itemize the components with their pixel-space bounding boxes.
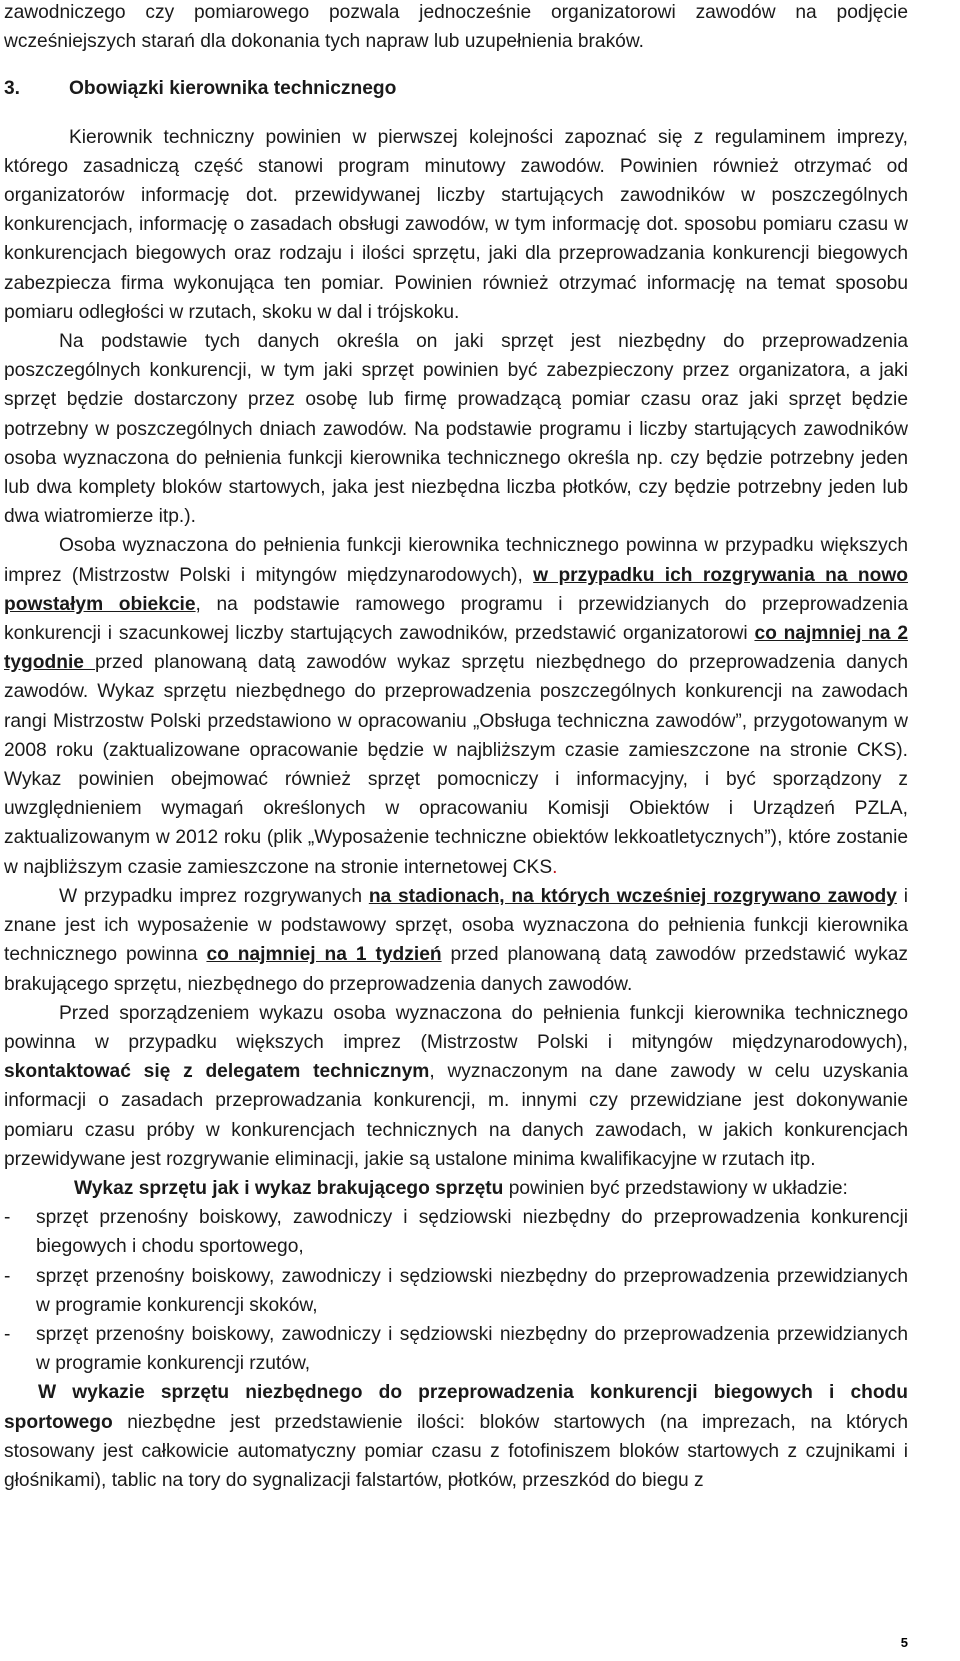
- paragraph-new-venue: [4, 531, 908, 881]
- list-item-text: sprzęt przenośny boiskowy, zawodniczy i sędziowski niezbędny do przeprowadzenia przewidzianych w programie konkurencji skoków,: [36, 1265, 908, 1316]
- text-run-red: .: [552, 856, 558, 878]
- list-dash: -: [4, 1323, 11, 1345]
- paragraph-technical-delegate: [4, 999, 908, 1174]
- list-item: [4, 1203, 908, 1261]
- list-dash: -: [4, 1207, 11, 1229]
- list-item: [4, 1320, 908, 1378]
- text-run: Osoba wyznaczona do pełnienia funkcji kierownika technicznego powinna w przypadku większych imprez (Mistrzostw Polski i mityngów międzynarodowych),: [4, 535, 908, 586]
- list-item-text: sprzęt przenośny boiskowy, zawodniczy i sędziowski niezbędny do przeprowadzenia konkurencji biegowych i chodu sportowego,: [36, 1207, 908, 1258]
- list-item-text: sprzęt przenośny boiskowy, zawodniczy i sędziowski niezbędny do przeprowadzenia przewidzianych w programie konkurencji rzutów,: [36, 1323, 908, 1375]
- page-number: 5: [900, 1635, 908, 1650]
- emphasis-underlined: co najmniej na 2 tygodnie: [4, 623, 908, 674]
- text-run: Przed sporządzeniem wykazu osoba wyznaczona do pełnienia funkcji kierownika technicznego powinna w przypadku większych imprez (Mistrzostw Polski i mityngów międzynarodowych),: [4, 1002, 908, 1053]
- text-run: , wyznaczonym na dane zawody w celu uzyskania informacji o zasadach przeprowadzania konkurencji, m. innymi czy przewidziane jest dokonywanie pomiaru czasu próby w konkurencjach technicznych na danych zawodach, w jakich konkurencjach przewidywane jest rozgrywanie eliminacji, jakie są ustalone minima kwalifikacyjne w rzutach itp.: [4, 1061, 908, 1170]
- text-run: powinien być przedstawiony w układzie:: [503, 1177, 848, 1199]
- paragraph-equipment-determination: Na podstawie tych danych określa on jaki sprzęt jest niezbędny do przeprowadzenia poszczególnych konkurencji, w tym jaki sprzęt powinien być zabezpieczony przez organizatora, a jaki sprzęt będzie dostarczony przez osobę lub firmę prowadzącą pomiar czasu oraz jaki sprzęt będzie potrzebny w poszczególnych dniach zawodów. Na podstawie programu i liczby startujących zawodników osoba wyznaczona do pełnienia funkcji kierownika technicznego określa np. czy będzie potrzebny jeden lub dwa komplety bloków startowych, jaka jest niezbędna liczba płotków, czy będzie potrzebny jeden lub dwa wiatromierze itp.).: [4, 331, 908, 528]
- emphasis-bold: Wykaz sprzętu jak i wykaz brakującego sprzętu: [74, 1177, 504, 1199]
- emphasis-underlined: na stadionach, na których wcześniej rozgrywano zawody: [368, 885, 897, 907]
- list-item: [4, 1262, 908, 1320]
- emphasis-bold: skontaktować się z delegatem technicznym: [4, 1061, 430, 1083]
- emphasis-underlined: co najmniej na 1 tydzień: [206, 944, 442, 966]
- text-run: przed planowaną datą zawodów przedstawić wykaz brakującego sprzętu, niezbędnego do przeprowadzenia danych zawodów.: [4, 944, 908, 995]
- paragraph-list-intro: [4, 1174, 908, 1203]
- section-heading: [4, 74, 908, 103]
- text-run: W przypadku imprez rozgrywanych: [59, 885, 369, 907]
- paragraph-running-equipment: [4, 1378, 908, 1495]
- list-dash: -: [4, 1265, 11, 1287]
- paragraph-intro: zawodniczego czy pomiarowego pozwala jednocześnie organizatorowi zawodów na podjęcie wcześniejszych starań dla dokonania tych napraw lub uzupełnienia braków.: [4, 2, 908, 53]
- paragraph-existing-stadium: [4, 882, 908, 999]
- text-run: przed planowaną datą zawodów wykaz sprzętu niezbędnego do przeprowadzenia danych zawodów. Wykaz sprzętu niezbędnego do przeprowadzenia poszczególnych konkurencji na zawodach rangi Mistrzostw Polski przedstawiono w opracowaniu „Obsługa techniczna zawodów”, przygotowanym w 2008 roku (zaktualizowane opracowanie będzie w najbliższym czasie zamieszczone na stronie CKS). Wykaz powinien obejmować również sprzęt pomocniczy i informacyjny, i być sporządzony z uwzględnieniem wymagań określonych w opracowaniu Komisji Obiektów i Urządzeń PZLA, zaktualizowanym w 2012 roku (plik „Wyposażenie techniczne obiektów lekkoatletycznych”), które zostanie w najbliższym czasie zamieszczone na stronie internetowej CKS: [4, 652, 908, 878]
- section-title: Obowiązki kierownika technicznego: [69, 78, 397, 100]
- text-run: niezbędne jest przedstawienie ilości: bloków startowych (na imprezach, na których stosowany jest całkowicie automatyczny pomiar czasu z fotofiniszem bloków startowych z czujnikami i głośnikami), tablic na tory do sygnalizacji falstartów, płotków, przeszkód do biegu z: [4, 1411, 908, 1491]
- text-run: , na podstawie ramowego programu i przewidzianych do przeprowadzenia konkurencji i szacunkowej liczby startujących zawodników, przedstawić organizatorowi: [4, 593, 908, 645]
- emphasis-bold: W wykazie sprzętu niezbędnego do przeprowadzenia konkurencji biegowych i chodu sportowego: [4, 1382, 908, 1433]
- paragraph-responsibilities: Kierownik techniczny powinien w pierwszej kolejności zapoznać się z regulaminem imprezy, którego zasadniczą część stanowi program minutowy zawodów. Powinien również otrzymać od organizatorów informację dot. przewidywanej liczby startujących zawodników w poszczególnych konkurencjach, informację o zasadach obsługi zawodów, w tym informację dot. sposobu pomiaru czasu w konkurencjach biegowych oraz rodzaju i ilości sprzętu, jaki dla przeprowadzania konkurencji biegowych zabezpiecza firma wykonująca ten pomiar. Powinien również otrzymać informację na temat sposobu pomiaru odległości w rzutach, skoku w dal i trójskoku.: [4, 126, 908, 323]
- emphasis-underlined: w przypadku ich rozgrywania na nowo powstałym obiekcie: [4, 564, 909, 615]
- section-number: 3.: [4, 78, 21, 100]
- text-run: i znane jest ich wyposażenie w podstawowy sprzęt, osoba wyznaczona do pełnienia funkcji kierownika technicznego powinna: [4, 885, 909, 966]
- document-page: [4, 0, 908, 1495]
